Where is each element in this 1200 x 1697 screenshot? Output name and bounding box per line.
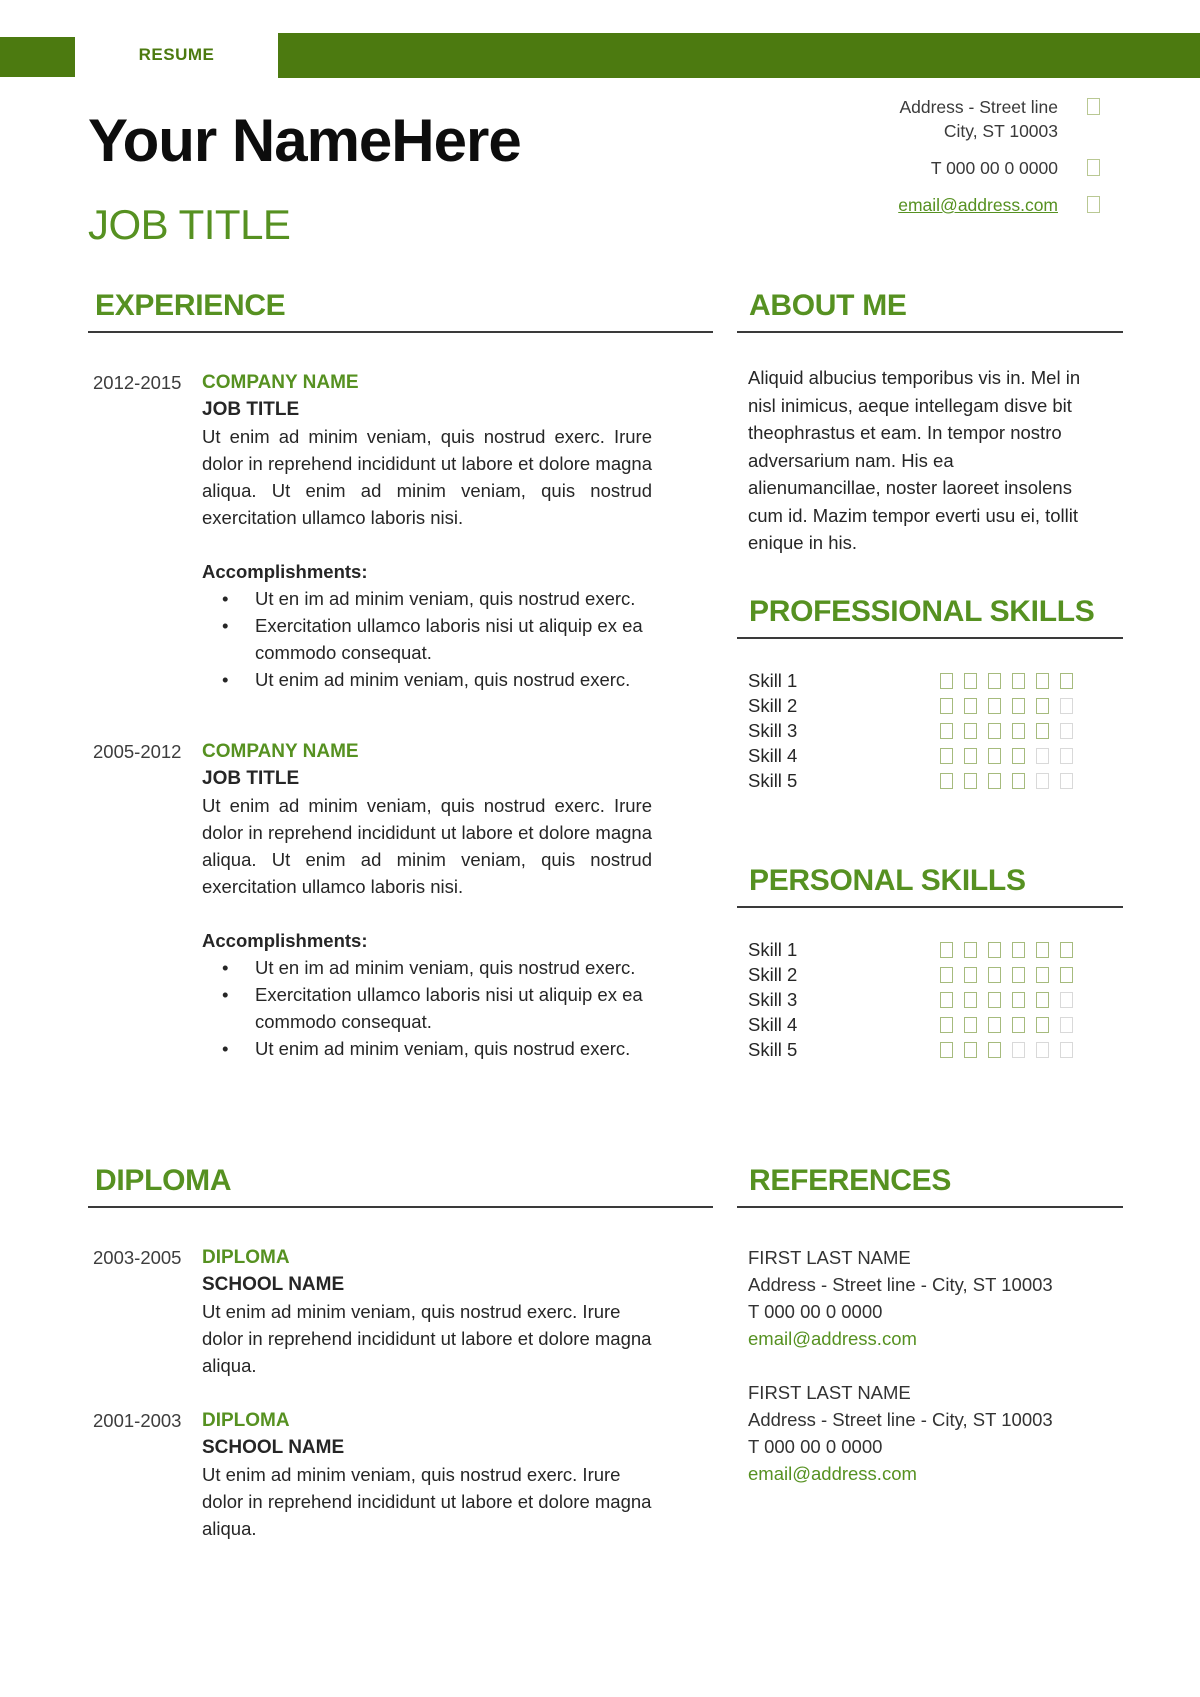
reference-phone: T 000 00 0 0000 [748,1435,883,1457]
skill-level-box [1036,1042,1049,1058]
skill-level-box [940,723,953,739]
accomplishment-item: • Ut enim ad minim veniam, quis nostrud exerc. [202,666,652,693]
skill-level-box [1012,942,1025,958]
skill-row [737,988,1123,1013]
entry-dates: 2012-2015 [93,372,182,393]
skill-level-box [1036,1017,1049,1033]
diploma-entry [88,1407,713,1542]
skill-level-box [1036,748,1049,764]
accomplishment-item: • Ut enim ad minim veniam, quis nostrud exerc. [202,1035,652,1062]
section-experience [88,291,713,1063]
skill-level-box [1060,723,1073,739]
skill-level-box [1012,748,1025,764]
diploma-description: Ut enim ad minim veniam, quis nostrud exerc. Irure dolor in reprehend incididunt ut labore et dolore magna aliqua. [202,1463,652,1539]
section-references [737,1163,1123,1542]
skill-level-box [1012,967,1025,983]
skill-level-box [1060,967,1073,983]
skill-level-box [940,1017,953,1033]
skill-level-box [1060,1017,1073,1033]
skill-level-box [964,698,977,714]
skill-level-box [1060,698,1073,714]
references-heading: REFERENCES [749,1163,952,1197]
skill-level-box [1012,992,1025,1008]
skill-level-box [940,748,953,764]
address-placeholder-icon [1087,98,1100,115]
skill-level-boxes [940,773,1073,789]
entry-description: Ut enim ad minim veniam, quis nostrud exerc. Irure dolor in reprehend incididunt ut labore et dolore magna aliqua. Ut enim ad minim veniam, quis nostrud exercitation ullamco laboris nisi. [202,426,652,528]
skill-level-box [988,698,1001,714]
skill-level-box [988,748,1001,764]
reference-phone: T 000 00 0 0000 [748,1300,883,1322]
skill-level-boxes [940,967,1073,983]
skill-level-box [1036,673,1049,689]
references-rule [737,1206,1123,1208]
about-me-text: Aliquid albucius temporibus vis in. Mel in nisl inimicus, aeque intellegam disve bit theophrastus et eam. In tempor nostro adversarium nam. His ea alienumancillae, noster laoreet insolens cum id. Mazim tempor everti usu ei, tollit enique in his. [748,367,1081,553]
address-line-1: Address - Street line [899,97,1058,117]
entry-job-title: JOB TITLE [202,399,300,420]
skill-label: Skill 5 [748,770,798,791]
skill-level-box [1060,942,1073,958]
skill-level-boxes [940,992,1073,1008]
reference-address: Address - Street line - City, ST 10003 [748,1408,1053,1430]
skill-label: Skill 1 [748,670,798,691]
skill-label: Skill 3 [748,720,798,741]
skill-row [737,744,1123,769]
accomplishments-label: Accomplishments: [202,561,368,582]
skill-level-boxes [940,1042,1073,1058]
skill-label: Skill 3 [748,989,798,1010]
top-bar [278,33,1200,78]
skill-level-box [1012,698,1025,714]
skill-level-boxes [940,673,1073,689]
professional-skills-rule [737,637,1123,639]
contact-phone: T 000 00 0 0000 [930,158,1058,178]
skill-level-boxes [940,748,1073,764]
skill-row [737,1038,1123,1063]
accomplishments-list [202,954,652,1062]
skill-level-box [1012,773,1025,789]
skill-level-box [988,1017,1001,1033]
skill-level-box [988,1042,1001,1058]
diploma-name: DIPLOMA [202,1409,290,1431]
diploma-description: Ut enim ad minim veniam, quis nostrud exerc. Irure dolor in reprehend incididunt ut labore et dolore magna aliqua. [202,1300,652,1376]
entry-description: Ut enim ad minim veniam, quis nostrud exerc. Irure dolor in reprehend incididunt ut labore et dolore magna aliqua. Ut enim ad minim veniam, quis nostrud exercitation ullamco laboris nisi. [202,795,652,897]
skill-level-boxes [940,723,1073,739]
contact-phone-row [931,156,1100,180]
skill-level-box [964,673,977,689]
page-title: Your NameHere [88,107,521,174]
about-me-rule [737,331,1123,333]
accomplishment-item: • Exercitation ullamco laboris nisi ut aliquip ex ea commodo consequat. [202,612,652,666]
skill-label: Skill 1 [748,939,798,960]
skill-level-box [1060,992,1073,1008]
contact-block [898,95,1100,217]
diploma-heading: DIPLOMA [95,1163,232,1197]
personal-skills-list [737,938,1123,1063]
skill-level-box [1036,773,1049,789]
contact-email-row [898,193,1100,217]
company-name: COMPANY NAME [202,372,359,393]
skill-level-box [964,723,977,739]
email-placeholder-icon [1087,196,1100,213]
skill-row [737,669,1123,694]
skill-level-box [1060,748,1073,764]
skill-level-box [1012,723,1025,739]
skill-level-box [940,698,953,714]
entry-job-title: JOB TITLE [202,768,300,789]
skill-label: Skill 2 [748,964,798,985]
skill-level-box [964,773,977,789]
contact-address-row [899,95,1100,143]
skill-level-boxes [940,1017,1073,1033]
diploma-name: DIPLOMA [202,1246,290,1268]
reference-name: FIRST LAST NAME [748,1246,911,1268]
skill-level-box [1060,673,1073,689]
skill-row [737,1013,1123,1038]
school-name: SCHOOL NAME [202,1436,345,1458]
entry-dates: 2003-2005 [93,1246,182,1268]
skill-level-boxes [940,698,1073,714]
skill-level-box [988,967,1001,983]
entry-body [202,369,652,693]
reference-entry [737,1244,1123,1352]
skill-row [737,719,1123,744]
personal-skills-heading: PERSONAL SKILLS [749,863,1026,897]
skill-row [737,769,1123,794]
skill-level-box [1036,698,1049,714]
skill-level-box [964,1042,977,1058]
experience-entry [88,738,713,1062]
reference-address: Address - Street line - City, ST 10003 [748,1273,1053,1295]
skill-level-boxes [940,942,1073,958]
diploma-entry [88,1244,713,1379]
skill-label: Skill 4 [748,745,798,766]
professional-skills-heading: PROFESSIONAL SKILLS [749,594,1095,628]
entry-dates: 2005-2012 [93,741,182,762]
skill-level-box [1036,967,1049,983]
accomplishment-item: • Ut en im ad minim veniam, quis nostrud exerc. [202,954,652,981]
skill-level-box [940,1042,953,1058]
top-bar-left-segment [0,37,75,77]
skill-level-box [1012,1017,1025,1033]
skill-level-box [1060,773,1073,789]
skill-label: Skill 5 [748,1039,798,1060]
experience-rule [88,331,713,333]
entry-body [202,738,652,1062]
school-name: SCHOOL NAME [202,1273,345,1295]
section-professional-skills [737,594,1123,794]
skill-level-box [1012,1042,1025,1058]
reference-email-link[interactable]: email@address.com [748,1462,917,1484]
contact-email-link[interactable]: email@address.com [898,195,1058,215]
company-name: COMPANY NAME [202,741,359,762]
skill-level-box [988,992,1001,1008]
diploma-rule [88,1206,713,1208]
skill-row [737,963,1123,988]
skill-level-box [1012,673,1025,689]
skill-level-box [988,673,1001,689]
accomplishment-item: • Ut en im ad minim veniam, quis nostrud exerc. [202,585,652,612]
skill-level-box [940,942,953,958]
accomplishments-list [202,585,652,693]
skill-level-box [964,967,977,983]
reference-name: FIRST LAST NAME [748,1381,911,1403]
skill-level-box [964,748,977,764]
skill-level-box [940,773,953,789]
accomplishments-label: Accomplishments: [202,930,368,951]
skill-level-box [1036,723,1049,739]
accomplishment-item: • Exercitation ullamco laboris nisi ut aliquip ex ea commodo consequat. [202,981,652,1035]
resume-tab-label: RESUME [138,45,215,64]
phone-placeholder-icon [1087,159,1100,176]
skill-level-box [964,992,977,1008]
entry-body [202,1407,652,1542]
skill-level-box [988,773,1001,789]
skill-row [737,938,1123,963]
experience-heading: EXPERIENCE [95,289,286,322]
skill-level-box [940,967,953,983]
main-content [88,291,1200,1542]
skill-level-box [988,723,1001,739]
professional-skills-list [737,669,1123,794]
section-right-top [737,291,1123,1063]
skill-level-box [940,673,953,689]
skill-level-box [1036,942,1049,958]
about-me-heading: ABOUT ME [749,289,907,322]
skill-label: Skill 4 [748,1014,798,1035]
skill-level-box [964,1017,977,1033]
entry-dates: 2001-2003 [93,1409,182,1431]
contact-address [899,95,1058,143]
entry-body [202,1244,652,1379]
skill-level-box [1060,1042,1073,1058]
reference-entry [737,1379,1123,1487]
skill-level-box [940,992,953,1008]
personal-skills-rule [737,906,1123,908]
skill-level-box [1036,992,1049,1008]
reference-email-link[interactable]: email@address.com [748,1327,917,1349]
section-diploma [88,1163,713,1542]
skill-level-box [964,942,977,958]
section-personal-skills [737,863,1123,1063]
skill-row [737,694,1123,719]
job-title: JOB TITLE [88,201,291,248]
skill-label: Skill 2 [748,695,798,716]
skill-level-box [988,942,1001,958]
experience-entry [88,369,713,693]
address-line-2: City, ST 10003 [943,121,1058,141]
